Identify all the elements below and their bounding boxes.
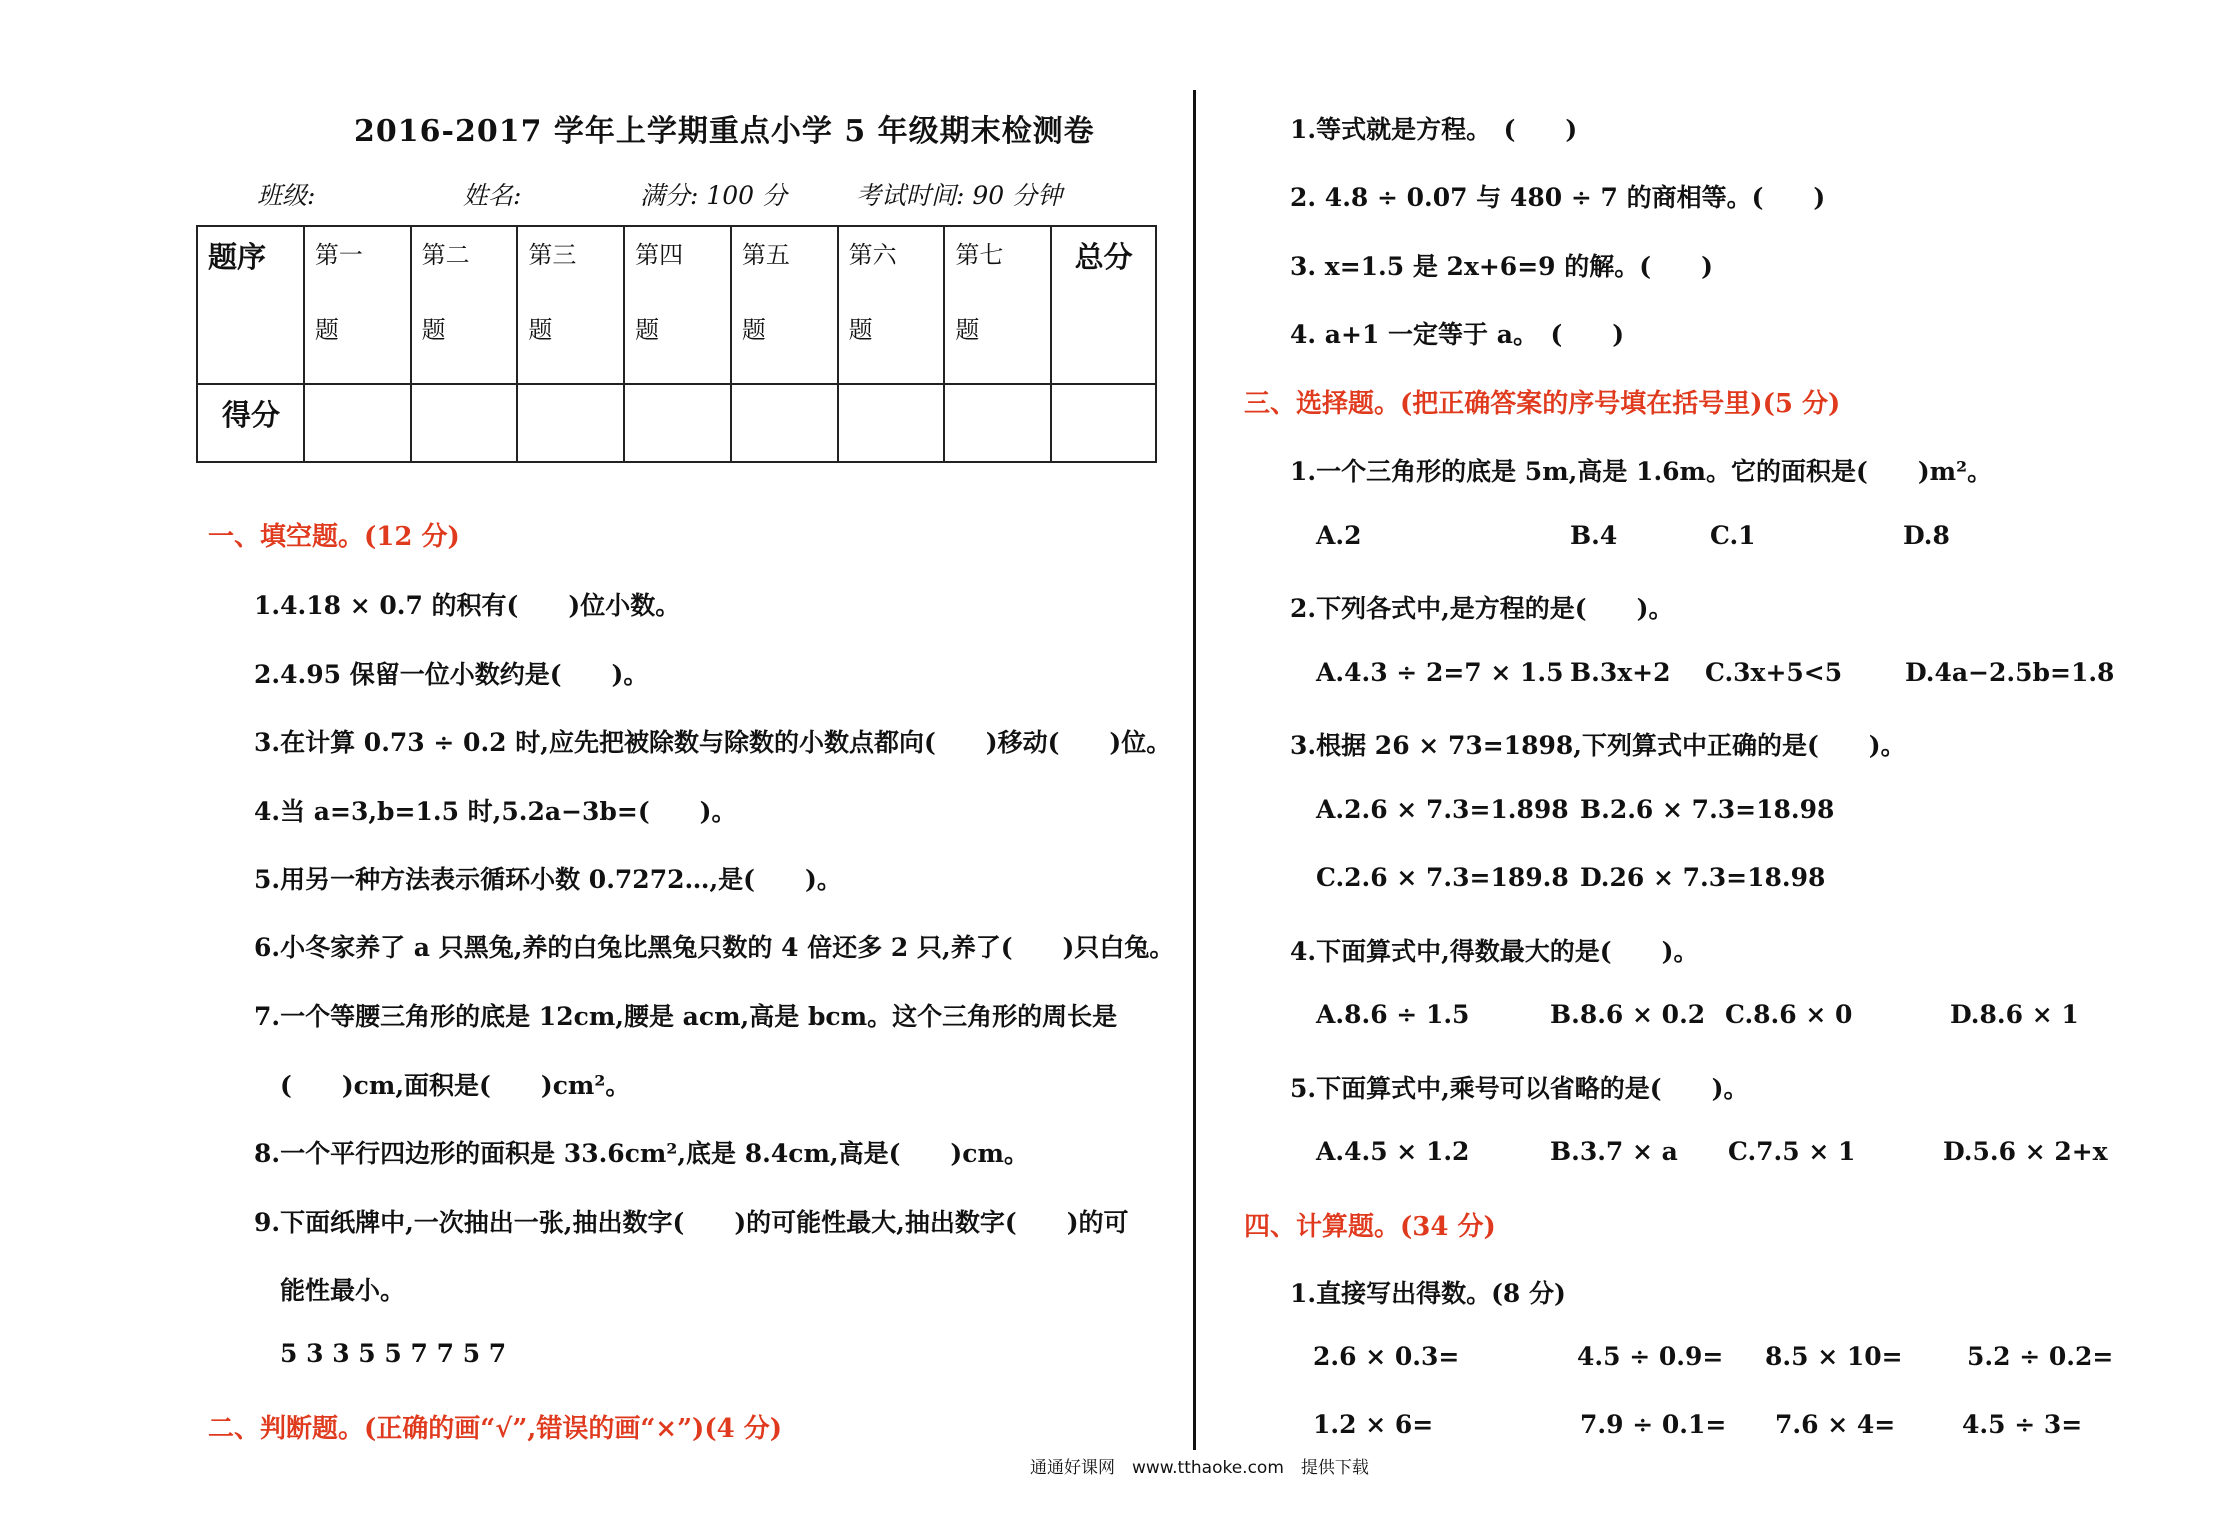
table-header-q6: 第六 题 bbox=[838, 226, 945, 384]
s3-q5-option-d: D.5.6 × 2+x bbox=[1943, 1137, 2108, 1166]
s3-q3: 3.根据 26 × 73=1898,下列算式中正确的是( )。 bbox=[1290, 731, 1906, 760]
s1-item-8: 8.一个平行四边形的面积是 33.6cm²,底是 8.4cm,高是( )cm。 bbox=[254, 1139, 1029, 1168]
s3-q1-option-c: C.1 bbox=[1710, 521, 1756, 550]
s3-q4-option-d: D.8.6 × 1 bbox=[1950, 1000, 2079, 1029]
s2-item-2: 2. 4.8 ÷ 0.07 与 480 ÷ 7 的商相等。( ) bbox=[1290, 183, 1826, 212]
score-cell[interactable] bbox=[411, 384, 518, 462]
score-cell[interactable] bbox=[1051, 384, 1156, 462]
exam-time: 考试时间: 90 分钟 bbox=[856, 181, 1063, 210]
section2-heading: 二、判断题。(正确的画“√”,错误的画“×”)(4 分) bbox=[208, 1414, 783, 1444]
s3-q1-option-a: A.2 bbox=[1316, 521, 1362, 550]
s1-item-6: 6.小冬家养了 a 只黑兔,养的白兔比黑兔只数的 4 倍还多 2 只,养了( )只白兔。 bbox=[254, 933, 1175, 962]
s3-q2: 2.下列各式中,是方程的是( )。 bbox=[1290, 594, 1674, 623]
s3-q1: 1.一个三角形的底是 5m,高是 1.6m。它的面积是( )m²。 bbox=[1290, 457, 1993, 486]
s1-item-7-cont: ( )cm,面积是( )cm²。 bbox=[280, 1071, 631, 1100]
s1-item-9: 9.下面纸牌中,一次抽出一张,抽出数字( )的可能性最大,抽出数字( )的可 bbox=[254, 1208, 1129, 1237]
score-cell[interactable] bbox=[304, 384, 411, 462]
table-header-total: 总分 bbox=[1051, 226, 1156, 384]
calc-2-2: 7.9 ÷ 0.1= bbox=[1580, 1410, 1727, 1439]
footer-credit: 通通好课网 www.tthaoke.com 提供下载 bbox=[1030, 1458, 1369, 1478]
calc-1-3: 8.5 × 10= bbox=[1765, 1342, 1903, 1371]
s3-q3-option-a: A.2.6 × 7.3=1.898 bbox=[1316, 795, 1569, 824]
full-score: 满分: 100 分 bbox=[640, 181, 788, 210]
page-title: 2016-2017 学年上学期重点小学 5 年级期末检测卷 bbox=[354, 114, 1095, 149]
s3-q4-option-c: C.8.6 × 0 bbox=[1725, 1000, 1853, 1029]
s3-q2-option-b: B.3x+2 bbox=[1570, 658, 1671, 687]
s2-item-1: 1.等式就是方程。 ( ) bbox=[1290, 115, 1578, 144]
score-cell[interactable] bbox=[517, 384, 624, 462]
s3-q5-option-b: B.3.7 × a bbox=[1550, 1137, 1678, 1166]
s3-q2-option-d: D.4a−2.5b=1.8 bbox=[1905, 658, 2115, 687]
s3-q3-option-c: C.2.6 × 7.3=189.8 bbox=[1316, 863, 1569, 892]
score-cell[interactable] bbox=[624, 384, 731, 462]
s1-item-2: 2.4.95 保留一位小数约是( )。 bbox=[254, 660, 649, 689]
s3-q3-option-d: D.26 × 7.3=18.98 bbox=[1580, 863, 1826, 892]
s3-q4-option-b: B.8.6 × 0.2 bbox=[1550, 1000, 1706, 1029]
s1-item-1: 1.4.18 × 0.7 的积有( )位小数。 bbox=[254, 591, 681, 620]
score-cell[interactable] bbox=[838, 384, 945, 462]
table-score-label: 得分 bbox=[197, 384, 304, 462]
s4-sub1: 1.直接写出得数。(8 分) bbox=[1290, 1279, 1566, 1308]
section4-heading: 四、计算题。(34 分) bbox=[1244, 1212, 1496, 1242]
card-numbers: 5 3 3 5 5 7 7 5 7 bbox=[280, 1339, 507, 1368]
calc-2-3: 7.6 × 4= bbox=[1775, 1410, 1896, 1439]
table-header-order: 题序 bbox=[197, 226, 304, 384]
s3-q5-option-a: A.4.5 × 1.2 bbox=[1316, 1137, 1470, 1166]
table-header-q3: 第三 题 bbox=[517, 226, 624, 384]
section3-heading: 三、选择题。(把正确答案的序号填在括号里)(5 分) bbox=[1244, 389, 1841, 419]
table-header-q4: 第四 题 bbox=[624, 226, 731, 384]
calc-1-1: 2.6 × 0.3= bbox=[1313, 1342, 1460, 1371]
calc-2-4: 4.5 ÷ 3= bbox=[1962, 1410, 2083, 1439]
s3-q2-option-a: A.4.3 ÷ 2=7 × 1.5 bbox=[1316, 658, 1564, 687]
name-label: 姓名: bbox=[463, 181, 522, 210]
s1-item-4: 4.当 a=3,b=1.5 时,5.2a−3b=( )。 bbox=[254, 797, 737, 826]
s3-q5: 5.下面算式中,乘号可以省略的是( )。 bbox=[1290, 1074, 1749, 1103]
s1-item-3: 3.在计算 0.73 ÷ 0.2 时,应先把被除数与除数的小数点都向( )移动( )位。 bbox=[254, 728, 1172, 757]
s3-q4: 4.下面算式中,得数最大的是( )。 bbox=[1290, 937, 1699, 966]
s2-item-4: 4. a+1 一定等于 a。 ( ) bbox=[1290, 320, 1625, 349]
score-cell[interactable] bbox=[731, 384, 838, 462]
column-divider bbox=[1193, 90, 1196, 1450]
table-header-q7: 第七 题 bbox=[944, 226, 1051, 384]
s3-q3-option-b: B.2.6 × 7.3=18.98 bbox=[1580, 795, 1835, 824]
s3-q1-option-b: B.4 bbox=[1570, 521, 1618, 550]
s3-q5-option-c: C.7.5 × 1 bbox=[1728, 1137, 1856, 1166]
s1-item-5: 5.用另一种方法表示循环小数 0.7272…,是( )。 bbox=[254, 865, 842, 894]
calc-2-1: 1.2 × 6= bbox=[1313, 1410, 1434, 1439]
section1-heading: 一、填空题。(12 分) bbox=[208, 522, 460, 552]
s3-q2-option-c: C.3x+5<5 bbox=[1705, 658, 1843, 687]
s3-q1-option-d: D.8 bbox=[1903, 521, 1950, 550]
class-label: 班级: bbox=[257, 181, 316, 210]
score-cell[interactable] bbox=[944, 384, 1051, 462]
table-header-q5: 第五 题 bbox=[731, 226, 838, 384]
s1-item-9-cont: 能性最小。 bbox=[280, 1276, 406, 1305]
calc-1-4: 5.2 ÷ 0.2= bbox=[1967, 1342, 2114, 1371]
calc-1-2: 4.5 ÷ 0.9= bbox=[1577, 1342, 1724, 1371]
table-header-q2: 第二 题 bbox=[411, 226, 518, 384]
table-header-q1: 第一 题 bbox=[304, 226, 411, 384]
s1-item-7: 7.一个等腰三角形的底是 12cm,腰是 acm,高是 bcm。这个三角形的周长是 bbox=[254, 1002, 1118, 1031]
s3-q4-option-a: A.8.6 ÷ 1.5 bbox=[1316, 1000, 1470, 1029]
score-table bbox=[196, 225, 1157, 463]
s2-item-3: 3. x=1.5 是 2x+6=9 的解。( ) bbox=[1290, 252, 1713, 281]
